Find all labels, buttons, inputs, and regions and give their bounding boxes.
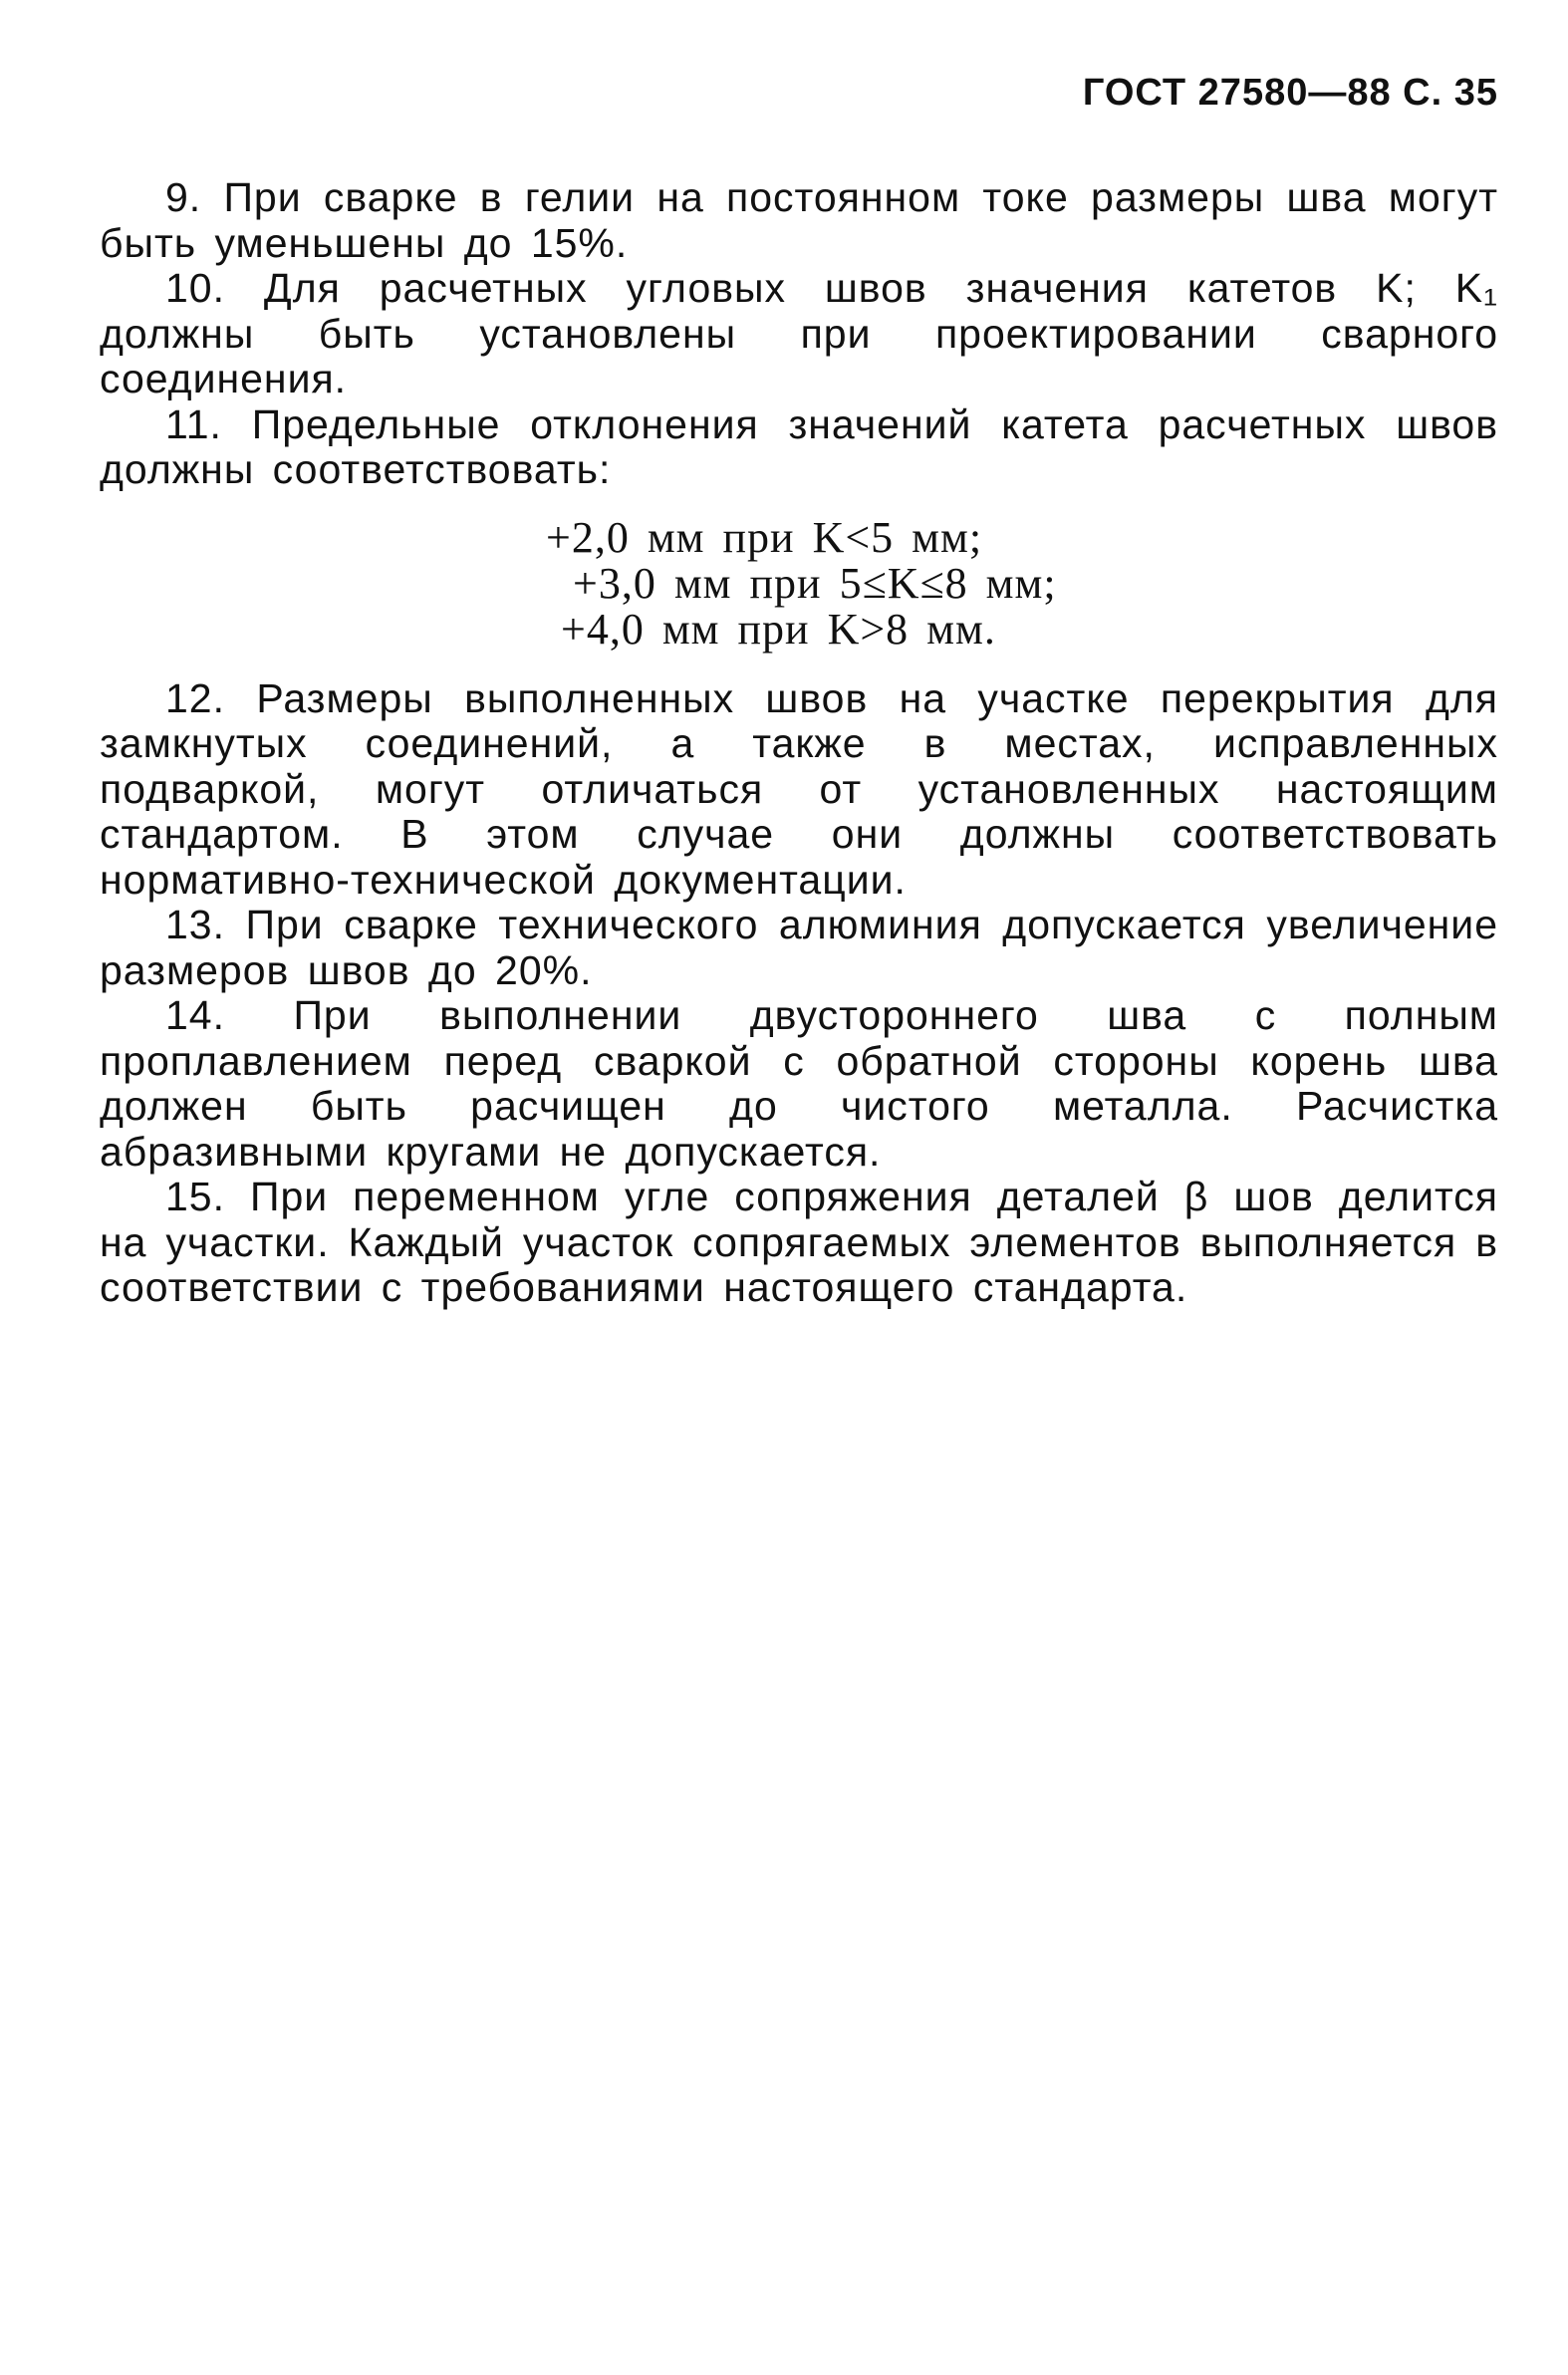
clause-12: 12. Размеры выполненных швов на участке перекрытия для замкнутых соединений, а также в местах, исправленных подваркой, могут отличаться от установленных настоящим стандартом. В этом случае они должны соответствовать нормативно-технической документации. — [100, 674, 1498, 903]
page-header: ГОСТ 27580—88 С. 35 — [1082, 72, 1498, 114]
clause-13: 13. При сварке технического алюминия допускается увеличение размеров швов до 20%. — [100, 902, 1498, 993]
clause-15: 15. При переменном угле сопряжения деталей β шов делится на участки. Каждый участок сопрягаемых элементов выполняется в соответствии с требованиями настоящего стандарта. — [100, 1174, 1498, 1310]
tolerance-formulas — [100, 512, 1498, 654]
clause-10: 10. Для расчетных угловых швов значения катетов K; K₁ должны быть установлены при проектировании сварного соединения. — [100, 265, 1498, 401]
clause-9: 9. При сварке в гелии на постоянном токе размеры шва могут быть уменьшены до 15%. — [100, 174, 1498, 266]
clause-14: 14. При выполнении двустороннего шва с полным проплавлением перед сваркой с обратной стороны корень шва должен быть расчищен до чистого металла. Расчистка абразивными кругами не допускается. — [100, 992, 1498, 1175]
formula-line-3: +4,0 мм при K>8 мм. — [561, 604, 996, 654]
formula-line-1: +2,0 мм при K<5 мм; — [546, 512, 983, 562]
clause-11: 11. Предельные отклонения значений катета расчетных швов должны соответствовать: — [100, 400, 1498, 492]
document-body — [100, 175, 1498, 1311]
formula-line-2: +3,0 мм при 5≤K≤8 мм; — [573, 558, 1057, 608]
